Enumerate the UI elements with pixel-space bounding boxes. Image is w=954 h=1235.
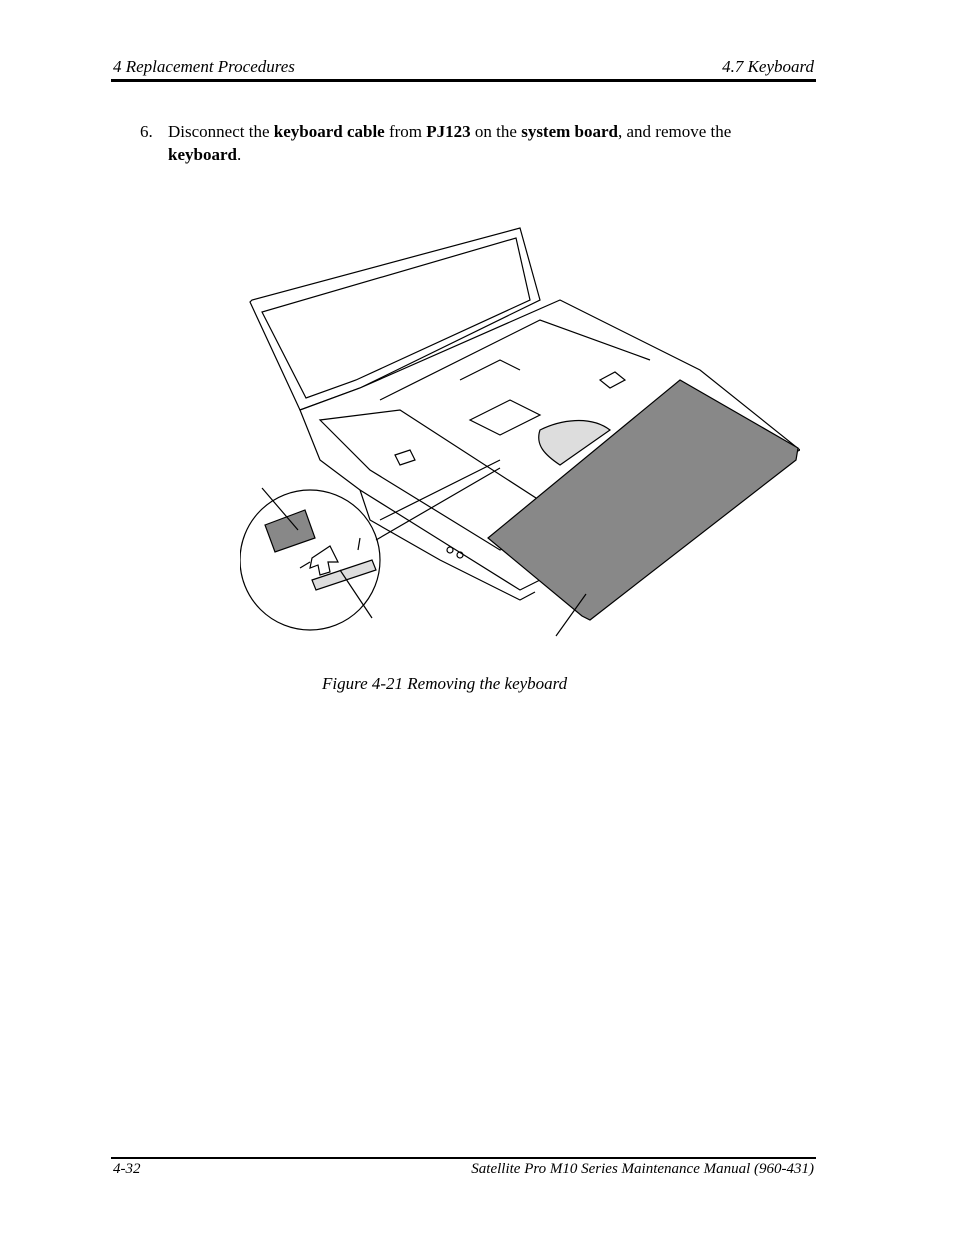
figure-caption: Figure 4-21 Removing the keyboard [322,674,568,693]
step-term: PJ123 [426,122,471,141]
running-header-chapter: 4 Replacement Procedures [113,57,295,76]
step-term: keyboard [168,145,237,164]
footer-rule [111,1157,816,1159]
step-number: 6. [140,122,153,141]
step-term: system board [521,122,619,141]
step-text-run: . [236,145,242,164]
step-text-run: Disconnect the [168,122,274,141]
step-term: keyboard cable [273,122,385,141]
step-text-run: from [384,122,427,141]
running-header-section: 4.7 Keyboard [722,57,814,76]
step-text-run: , and remove the [618,122,732,141]
keyboard-removal-illustration [240,220,800,650]
manual-title: Satellite Pro M10 Series Maintenance Manual (960-431) [471,1161,814,1177]
page-number: 4-32 [113,1161,141,1177]
step-instruction [168,120,808,166]
step-text-run: on the [470,122,522,141]
header-rule [111,79,816,82]
